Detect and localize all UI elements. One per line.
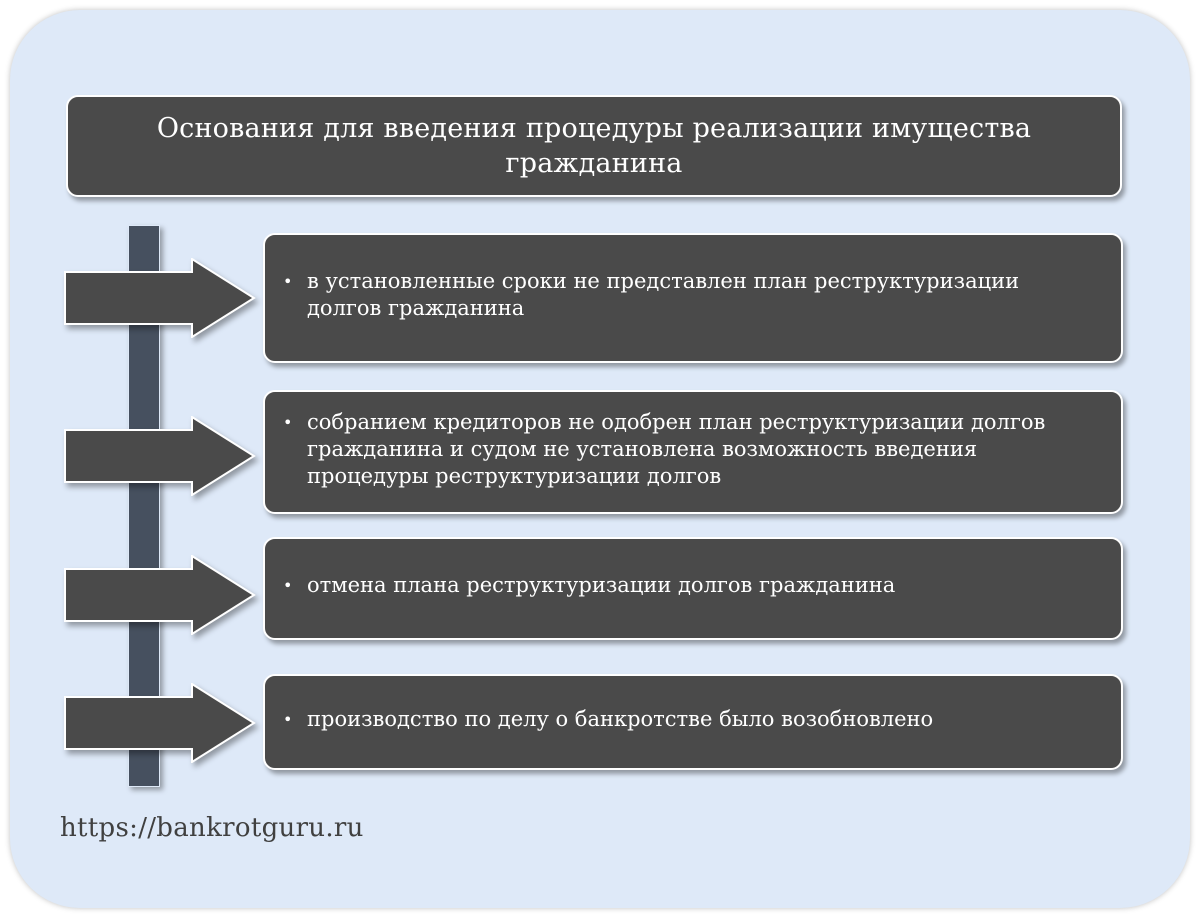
diagram-title-box: [66, 95, 1122, 197]
bullet-1: •: [283, 272, 293, 291]
arrow-3: [64, 555, 256, 635]
reason-text-3: отмена плана реструктуризации долгов гражданина: [307, 573, 896, 597]
reason-text-4: производство по делу о банкротстве было возобновлено: [307, 706, 934, 731]
diagram-title: Основания для введения процедуры реализации имущества гражданина: [156, 113, 1032, 179]
arrow-1: [64, 258, 256, 338]
bullet-2: •: [283, 412, 293, 432]
bullet-4: •: [283, 709, 293, 729]
arrow-4: [64, 683, 256, 763]
source-url: https://bankrotguru.ru: [60, 813, 364, 843]
reason-box-2: [263, 390, 1123, 514]
reason-text-2: собранием кредиторов не одобрен план реструктуризации долгов гражданина и судом не установлена возможность введения процедуры реструктуризации долгов: [307, 409, 1046, 488]
reason-box-4: [263, 674, 1123, 770]
reason-box-1: [263, 233, 1123, 363]
reason-text-1: в установленные сроки не представлен план реструктуризации долгов гражданина: [307, 269, 1020, 320]
bullet-3: •: [283, 576, 293, 595]
reason-box-3: [263, 537, 1123, 640]
arrow-2: [64, 416, 256, 496]
